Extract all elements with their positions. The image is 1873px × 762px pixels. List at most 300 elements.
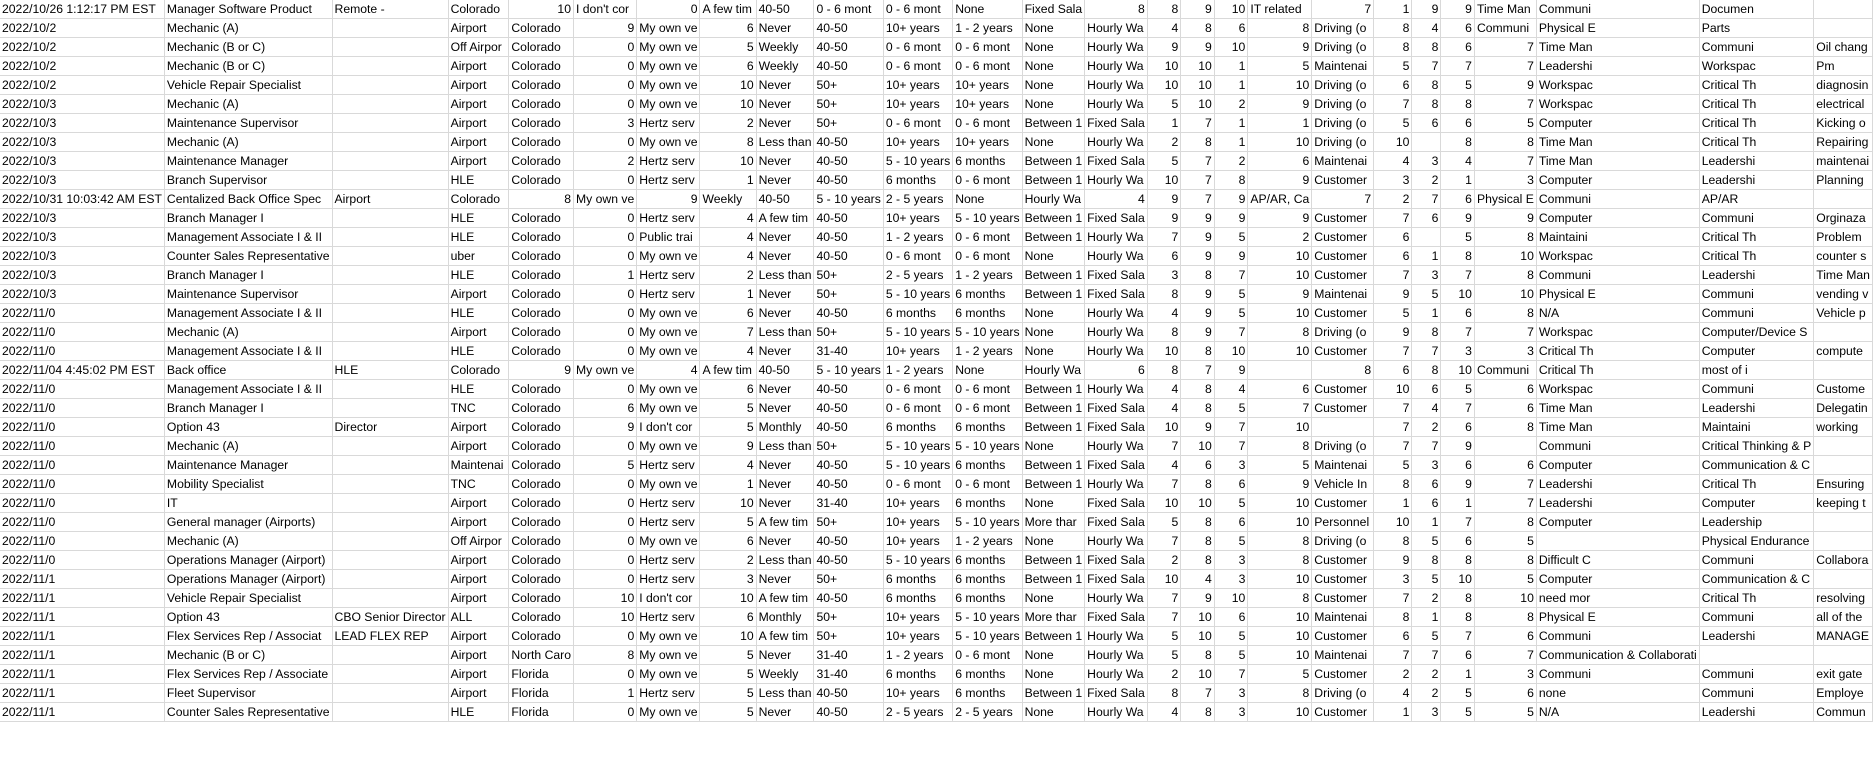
- table-cell[interactable]: 50+: [814, 570, 883, 589]
- table-cell[interactable]: Vehicle In: [1312, 475, 1374, 494]
- table-cell[interactable]: 50+: [814, 627, 883, 646]
- table-cell[interactable]: 2022/11/0: [0, 437, 164, 456]
- table-cell[interactable]: 6: [1085, 361, 1148, 380]
- table-cell[interactable]: Mechanic (B or C): [164, 57, 332, 76]
- table-cell[interactable]: Planning: [1814, 171, 1873, 190]
- table-cell[interactable]: 9: [1248, 38, 1312, 57]
- table-cell[interactable]: 8: [700, 133, 756, 152]
- table-cell[interactable]: 40-50: [814, 589, 883, 608]
- table-cell[interactable]: Vehicle Repair Specialist: [164, 76, 332, 95]
- table-cell[interactable]: 9: [1181, 247, 1215, 266]
- table-cell[interactable]: [1814, 361, 1873, 380]
- table-cell[interactable]: [1814, 532, 1873, 551]
- table-cell[interactable]: maintenai: [1814, 152, 1873, 171]
- table-cell[interactable]: HLE: [448, 171, 509, 190]
- table-cell[interactable]: 8: [1147, 0, 1181, 19]
- table-cell[interactable]: Airport: [332, 190, 448, 209]
- table-cell[interactable]: Hourly Wa: [1085, 627, 1148, 646]
- table-cell[interactable]: Customer: [1312, 627, 1374, 646]
- table-cell[interactable]: 10: [1248, 608, 1312, 627]
- table-cell[interactable]: [332, 285, 448, 304]
- table-cell[interactable]: 6: [1374, 627, 1412, 646]
- table-cell[interactable]: Colorado: [509, 152, 574, 171]
- table-cell[interactable]: working: [1814, 418, 1873, 437]
- table-cell[interactable]: Maintenai: [1312, 152, 1374, 171]
- table-cell[interactable]: 6 months: [953, 304, 1022, 323]
- table-cell[interactable]: 7: [1441, 399, 1475, 418]
- table-cell[interactable]: 9: [637, 190, 700, 209]
- table-cell[interactable]: Never: [756, 342, 814, 361]
- table-cell[interactable]: 5: [1147, 95, 1181, 114]
- table-cell[interactable]: 2: [573, 152, 636, 171]
- table-cell[interactable]: 0: [573, 76, 636, 95]
- table-cell[interactable]: 3: [1474, 171, 1536, 190]
- table-cell[interactable]: Driving (o: [1312, 19, 1374, 38]
- table-cell[interactable]: Leadershi: [1699, 171, 1814, 190]
- table-cell[interactable]: 9: [1441, 209, 1475, 228]
- table-cell[interactable]: 10: [1248, 304, 1312, 323]
- table-cell[interactable]: 5: [1248, 456, 1312, 475]
- table-cell[interactable]: Mechanic (B or C): [164, 646, 332, 665]
- table-cell[interactable]: IT: [164, 494, 332, 513]
- table-cell[interactable]: 10: [1248, 494, 1312, 513]
- table-cell[interactable]: [1814, 513, 1873, 532]
- table-cell[interactable]: 6: [1441, 38, 1475, 57]
- table-cell[interactable]: 5 - 10 years: [814, 361, 883, 380]
- table-cell[interactable]: Maintenai: [1312, 285, 1374, 304]
- table-cell[interactable]: 2022/11/1: [0, 665, 164, 684]
- table-cell[interactable]: 2022/10/3: [0, 209, 164, 228]
- table-cell[interactable]: Communi: [1474, 361, 1536, 380]
- table-cell[interactable]: Hourly Wa: [1085, 665, 1148, 684]
- table-cell[interactable]: Counter Sales Representative: [164, 247, 332, 266]
- table-cell[interactable]: Critical Thinking & P: [1699, 437, 1814, 456]
- table-cell[interactable]: 5: [1474, 532, 1536, 551]
- table-cell[interactable]: Hourly Wa: [1022, 361, 1085, 380]
- table-cell[interactable]: [332, 494, 448, 513]
- table-cell[interactable]: 8: [1248, 19, 1312, 38]
- table-cell[interactable]: Airport: [448, 76, 509, 95]
- table-cell[interactable]: 4: [700, 228, 756, 247]
- table-cell[interactable]: 2022/11/0: [0, 513, 164, 532]
- table-cell[interactable]: 8: [1181, 19, 1215, 38]
- table-cell[interactable]: Centalized Back Office Spec: [164, 190, 332, 209]
- table-cell[interactable]: Colorado: [509, 171, 574, 190]
- table-cell[interactable]: Maintaini: [1699, 418, 1814, 437]
- table-cell[interactable]: 2022/10/3: [0, 247, 164, 266]
- table-cell[interactable]: 4: [700, 247, 756, 266]
- table-cell[interactable]: 8: [1181, 475, 1215, 494]
- table-cell[interactable]: HLE: [448, 228, 509, 247]
- table-cell[interactable]: [1814, 437, 1873, 456]
- table-cell[interactable]: 10: [1248, 703, 1312, 722]
- table-cell[interactable]: Colorado: [509, 627, 574, 646]
- table-cell[interactable]: 10: [1374, 380, 1412, 399]
- table-cell[interactable]: 9: [1214, 361, 1248, 380]
- table-cell[interactable]: Computer: [1536, 456, 1699, 475]
- table-cell[interactable]: 10: [1147, 418, 1181, 437]
- table-cell[interactable]: 5: [1214, 646, 1248, 665]
- table-cell[interactable]: 1 - 2 years: [883, 361, 952, 380]
- table-cell[interactable]: My own ve: [637, 57, 700, 76]
- table-cell[interactable]: 7: [1374, 399, 1412, 418]
- table-cell[interactable]: 0: [573, 494, 636, 513]
- table-cell[interactable]: Hertz serv: [637, 266, 700, 285]
- table-cell[interactable]: 10: [573, 608, 636, 627]
- table-cell[interactable]: 4: [1085, 190, 1148, 209]
- table-cell[interactable]: Colorado: [509, 247, 574, 266]
- table-cell[interactable]: [332, 665, 448, 684]
- table-cell[interactable]: 9: [1147, 209, 1181, 228]
- table-cell[interactable]: Communi: [1536, 437, 1699, 456]
- table-cell[interactable]: Management Associate I & II: [164, 380, 332, 399]
- table-cell[interactable]: 40-50: [814, 228, 883, 247]
- table-cell[interactable]: Communi: [1699, 304, 1814, 323]
- table-cell[interactable]: 2022/11/1: [0, 608, 164, 627]
- table-cell[interactable]: Between 1: [1022, 570, 1085, 589]
- table-cell[interactable]: Orginaza: [1814, 209, 1873, 228]
- table-cell[interactable]: 5: [1441, 228, 1475, 247]
- table-cell[interactable]: 3: [1214, 703, 1248, 722]
- table-cell[interactable]: Colorado: [509, 228, 574, 247]
- table-cell[interactable]: 0: [573, 665, 636, 684]
- table-cell[interactable]: Never: [756, 494, 814, 513]
- table-cell[interactable]: 8: [1374, 38, 1412, 57]
- table-cell[interactable]: Physical E: [1536, 285, 1699, 304]
- table-cell[interactable]: 5: [700, 513, 756, 532]
- table-cell[interactable]: Never: [756, 228, 814, 247]
- table-cell[interactable]: 40-50: [814, 133, 883, 152]
- table-cell[interactable]: 3: [573, 114, 636, 133]
- table-cell[interactable]: Between 1: [1022, 418, 1085, 437]
- table-cell[interactable]: 5: [1474, 114, 1536, 133]
- table-cell[interactable]: 5 - 10 years: [953, 437, 1022, 456]
- table-cell[interactable]: 0: [573, 551, 636, 570]
- table-cell[interactable]: 0: [573, 228, 636, 247]
- table-cell[interactable]: Communi: [1536, 190, 1699, 209]
- table-cell[interactable]: 6 months: [883, 304, 952, 323]
- table-cell[interactable]: [332, 133, 448, 152]
- table-cell[interactable]: 8: [1441, 95, 1475, 114]
- table-cell[interactable]: Never: [756, 380, 814, 399]
- table-cell[interactable]: 6: [700, 532, 756, 551]
- table-cell[interactable]: Between 1: [1022, 399, 1085, 418]
- table-cell[interactable]: I don't cor: [573, 0, 636, 19]
- table-cell[interactable]: Never: [756, 152, 814, 171]
- table-cell[interactable]: 0: [573, 703, 636, 722]
- table-cell[interactable]: Hourly Wa: [1085, 304, 1148, 323]
- table-cell[interactable]: N/A: [1536, 304, 1699, 323]
- table-cell[interactable]: 10: [1147, 342, 1181, 361]
- table-cell[interactable]: IT related: [1248, 0, 1312, 19]
- table-cell[interactable]: 1 - 2 years: [883, 646, 952, 665]
- table-cell[interactable]: 1 - 2 years: [883, 228, 952, 247]
- table-cell[interactable]: 5: [1147, 627, 1181, 646]
- table-cell[interactable]: 2: [1214, 152, 1248, 171]
- table-cell[interactable]: 8: [1474, 304, 1536, 323]
- table-cell[interactable]: 10+ years: [953, 76, 1022, 95]
- table-cell[interactable]: 7: [1374, 266, 1412, 285]
- table-cell[interactable]: [1312, 418, 1374, 437]
- table-cell[interactable]: 0: [573, 627, 636, 646]
- table-cell[interactable]: Fixed Sala: [1085, 418, 1148, 437]
- table-cell[interactable]: 9: [1374, 551, 1412, 570]
- table-cell[interactable]: None: [1022, 19, 1085, 38]
- table-cell[interactable]: 5 - 10 years: [953, 209, 1022, 228]
- table-cell[interactable]: Hourly Wa: [1085, 589, 1148, 608]
- table-cell[interactable]: 9: [1181, 304, 1215, 323]
- table-cell[interactable]: Hourly Wa: [1085, 76, 1148, 95]
- table-cell[interactable]: Colorado: [509, 95, 574, 114]
- table-cell[interactable]: My own ve: [637, 380, 700, 399]
- table-cell[interactable]: 4: [1441, 152, 1475, 171]
- table-cell[interactable]: Leadershi: [1536, 57, 1699, 76]
- table-cell[interactable]: 8: [1374, 475, 1412, 494]
- table-cell[interactable]: Management Associate I & II: [164, 304, 332, 323]
- table-cell[interactable]: 6: [1412, 494, 1441, 513]
- table-cell[interactable]: Between 1: [1022, 456, 1085, 475]
- table-cell[interactable]: 1 - 2 years: [953, 266, 1022, 285]
- table-cell[interactable]: 7: [1214, 665, 1248, 684]
- table-cell[interactable]: 0: [637, 0, 700, 19]
- table-cell[interactable]: 40-50: [814, 399, 883, 418]
- table-cell[interactable]: Hourly Wa: [1085, 437, 1148, 456]
- table-cell[interactable]: 9: [1181, 209, 1215, 228]
- table-cell[interactable]: 6: [1474, 456, 1536, 475]
- table-cell[interactable]: 1: [1214, 133, 1248, 152]
- table-cell[interactable]: 7: [1181, 171, 1215, 190]
- table-cell[interactable]: 40-50: [814, 209, 883, 228]
- table-cell[interactable]: Time Man: [1474, 0, 1536, 19]
- table-cell[interactable]: Weekly: [756, 57, 814, 76]
- table-cell[interactable]: None: [1022, 304, 1085, 323]
- table-cell[interactable]: Monthly: [756, 608, 814, 627]
- table-cell[interactable]: HLE: [448, 380, 509, 399]
- table-cell[interactable]: Weekly: [756, 665, 814, 684]
- table-cell[interactable]: 3: [1214, 684, 1248, 703]
- table-cell[interactable]: 7: [1181, 684, 1215, 703]
- table-cell[interactable]: Weekly: [756, 38, 814, 57]
- table-cell[interactable]: 7: [1374, 342, 1412, 361]
- table-cell[interactable]: 2022/11/1: [0, 627, 164, 646]
- table-cell[interactable]: 2022/10/2: [0, 76, 164, 95]
- table-cell[interactable]: 50+: [814, 513, 883, 532]
- table-cell[interactable]: 7: [1441, 627, 1475, 646]
- table-cell[interactable]: 3: [700, 570, 756, 589]
- table-cell[interactable]: 40-50: [756, 190, 814, 209]
- table-cell[interactable]: 7: [1147, 532, 1181, 551]
- table-cell[interactable]: Documen: [1699, 0, 1814, 19]
- table-cell[interactable]: 0 - 6 mont: [814, 0, 883, 19]
- table-cell[interactable]: None: [953, 0, 1022, 19]
- table-cell[interactable]: Leadershi: [1536, 494, 1699, 513]
- table-cell[interactable]: 0 - 6 mont: [953, 380, 1022, 399]
- table-cell[interactable]: 0 - 6 mont: [953, 646, 1022, 665]
- table-cell[interactable]: Hourly Wa: [1085, 228, 1148, 247]
- table-cell[interactable]: Colorado: [509, 19, 574, 38]
- table-cell[interactable]: 5: [700, 646, 756, 665]
- table-cell[interactable]: [332, 266, 448, 285]
- table-cell[interactable]: 5: [1214, 494, 1248, 513]
- table-cell[interactable]: None: [1022, 95, 1085, 114]
- table-cell[interactable]: 8: [1474, 266, 1536, 285]
- table-cell[interactable]: 50+: [814, 437, 883, 456]
- table-cell[interactable]: Customer: [1312, 703, 1374, 722]
- table-cell[interactable]: 10: [1181, 665, 1215, 684]
- table-cell[interactable]: [1814, 646, 1873, 665]
- table-cell[interactable]: Critical Th: [1536, 361, 1699, 380]
- table-cell[interactable]: 40-50: [756, 361, 814, 380]
- table-cell[interactable]: None: [1022, 589, 1085, 608]
- table-cell[interactable]: 0: [573, 437, 636, 456]
- table-cell[interactable]: 2022/11/1: [0, 589, 164, 608]
- table-cell[interactable]: Driving (o: [1312, 684, 1374, 703]
- table-cell[interactable]: 3: [1214, 570, 1248, 589]
- table-cell[interactable]: Between 1: [1022, 171, 1085, 190]
- table-cell[interactable]: Airport: [448, 627, 509, 646]
- table-cell[interactable]: 5: [1214, 627, 1248, 646]
- table-cell[interactable]: 10: [1374, 133, 1412, 152]
- table-cell[interactable]: 2: [1147, 665, 1181, 684]
- table-cell[interactable]: Never: [756, 304, 814, 323]
- table-cell[interactable]: 0: [573, 95, 636, 114]
- table-cell[interactable]: 10+ years: [883, 627, 952, 646]
- table-cell[interactable]: Ensuring: [1814, 475, 1873, 494]
- table-cell[interactable]: Never: [756, 247, 814, 266]
- table-cell[interactable]: Hourly Wa: [1085, 703, 1148, 722]
- table-cell[interactable]: 7: [700, 323, 756, 342]
- table-cell[interactable]: Florida: [509, 665, 574, 684]
- table-cell[interactable]: [332, 38, 448, 57]
- table-cell[interactable]: Never: [756, 76, 814, 95]
- table-cell[interactable]: Colorado: [509, 437, 574, 456]
- table-cell[interactable]: 8: [1474, 608, 1536, 627]
- table-cell[interactable]: 6: [1441, 646, 1475, 665]
- table-cell[interactable]: 10: [1441, 285, 1475, 304]
- table-cell[interactable]: Computer: [1699, 494, 1814, 513]
- table-cell[interactable]: Leadershi: [1699, 627, 1814, 646]
- table-cell[interactable]: 5 - 10 years: [883, 152, 952, 171]
- table-cell[interactable]: 0 - 6 mont: [883, 114, 952, 133]
- table-cell[interactable]: 0 - 6 mont: [953, 114, 1022, 133]
- table-cell[interactable]: Hertz serv: [637, 114, 700, 133]
- table-cell[interactable]: 8: [1181, 133, 1215, 152]
- table-cell[interactable]: 9: [1248, 95, 1312, 114]
- table-cell[interactable]: 5: [1412, 285, 1441, 304]
- table-cell[interactable]: N/A: [1536, 703, 1699, 722]
- table-cell[interactable]: [332, 551, 448, 570]
- table-cell[interactable]: Hourly Wa: [1085, 57, 1148, 76]
- table-cell[interactable]: Time Man: [1536, 38, 1699, 57]
- table-cell[interactable]: 0 - 6 mont: [953, 399, 1022, 418]
- table-cell[interactable]: Hourly Wa: [1085, 646, 1148, 665]
- table-cell[interactable]: 50+: [814, 95, 883, 114]
- table-cell[interactable]: Communi: [1699, 665, 1814, 684]
- table-cell[interactable]: I don't cor: [637, 589, 700, 608]
- table-cell[interactable]: 6: [1412, 114, 1441, 133]
- table-cell[interactable]: 1 - 2 years: [953, 342, 1022, 361]
- table-cell[interactable]: 9: [1181, 228, 1215, 247]
- table-cell[interactable]: North Caro: [509, 646, 574, 665]
- table-cell[interactable]: 8: [1412, 76, 1441, 95]
- table-cell[interactable]: Off Airpor: [448, 38, 509, 57]
- table-cell[interactable]: Florida: [509, 703, 574, 722]
- table-cell[interactable]: Time Man: [1536, 133, 1699, 152]
- table-cell[interactable]: Florida: [509, 684, 574, 703]
- table-cell[interactable]: Never: [756, 171, 814, 190]
- table-cell[interactable]: 0 - 6 mont: [883, 57, 952, 76]
- table-cell[interactable]: A few tim: [756, 513, 814, 532]
- table-cell[interactable]: Between 1: [1022, 475, 1085, 494]
- table-cell[interactable]: 50+: [814, 76, 883, 95]
- table-cell[interactable]: None: [1022, 247, 1085, 266]
- table-cell[interactable]: Workspac: [1536, 323, 1699, 342]
- table-cell[interactable]: Driving (o: [1312, 133, 1374, 152]
- table-cell[interactable]: [332, 570, 448, 589]
- table-cell[interactable]: 5: [573, 456, 636, 475]
- table-cell[interactable]: Director: [332, 418, 448, 437]
- table-cell[interactable]: [1248, 361, 1312, 380]
- table-cell[interactable]: Between 1: [1022, 627, 1085, 646]
- table-cell[interactable]: Customer: [1312, 551, 1374, 570]
- table-cell[interactable]: 7: [1374, 95, 1412, 114]
- table-cell[interactable]: Less than: [756, 684, 814, 703]
- table-cell[interactable]: Less than: [756, 133, 814, 152]
- table-cell[interactable]: 1: [700, 285, 756, 304]
- table-cell[interactable]: Manager Software Product: [164, 0, 332, 19]
- table-cell[interactable]: 50+: [814, 114, 883, 133]
- table-cell[interactable]: 6: [1147, 247, 1181, 266]
- table-cell[interactable]: 8: [1248, 551, 1312, 570]
- table-cell[interactable]: Workspac: [1536, 95, 1699, 114]
- table-cell[interactable]: 3: [1214, 456, 1248, 475]
- table-cell[interactable]: Computer: [1536, 513, 1699, 532]
- table-cell[interactable]: 8: [1181, 342, 1215, 361]
- table-cell[interactable]: [1814, 456, 1873, 475]
- table-cell[interactable]: Off Airpor: [448, 532, 509, 551]
- table-cell[interactable]: Vehicle p: [1814, 304, 1873, 323]
- table-cell[interactable]: Never: [756, 646, 814, 665]
- table-cell[interactable]: 4: [1412, 19, 1441, 38]
- table-cell[interactable]: 6: [1412, 475, 1441, 494]
- table-cell[interactable]: Customer: [1312, 589, 1374, 608]
- table-cell[interactable]: 0 - 6 mont: [953, 38, 1022, 57]
- table-cell[interactable]: 6 months: [953, 418, 1022, 437]
- table-cell[interactable]: 5 - 10 years: [883, 437, 952, 456]
- table-cell[interactable]: Colorado: [509, 532, 574, 551]
- table-cell[interactable]: [332, 171, 448, 190]
- table-cell[interactable]: Collabora: [1814, 551, 1873, 570]
- table-cell[interactable]: diagnosin: [1814, 76, 1873, 95]
- table-cell[interactable]: 9: [1441, 475, 1475, 494]
- table-cell[interactable]: Mechanic (A): [164, 95, 332, 114]
- table-cell[interactable]: Colorado: [509, 475, 574, 494]
- table-cell[interactable]: 7: [1441, 513, 1475, 532]
- table-cell[interactable]: 2022/10/3: [0, 228, 164, 247]
- table-cell[interactable]: Fixed Sala: [1085, 209, 1148, 228]
- table-cell[interactable]: 2022/11/04 4:45:02 PM EST: [0, 361, 164, 380]
- table-cell[interactable]: [332, 76, 448, 95]
- table-cell[interactable]: 2022/10/2: [0, 57, 164, 76]
- table-cell[interactable]: 6 months: [953, 665, 1022, 684]
- table-cell[interactable]: 5: [1214, 285, 1248, 304]
- table-cell[interactable]: 7: [1312, 190, 1374, 209]
- table-cell[interactable]: 40-50: [814, 38, 883, 57]
- table-cell[interactable]: 1 - 2 years: [953, 19, 1022, 38]
- table-cell[interactable]: Option 43: [164, 418, 332, 437]
- table-cell[interactable]: 4: [1147, 456, 1181, 475]
- table-cell[interactable]: 6 months: [883, 589, 952, 608]
